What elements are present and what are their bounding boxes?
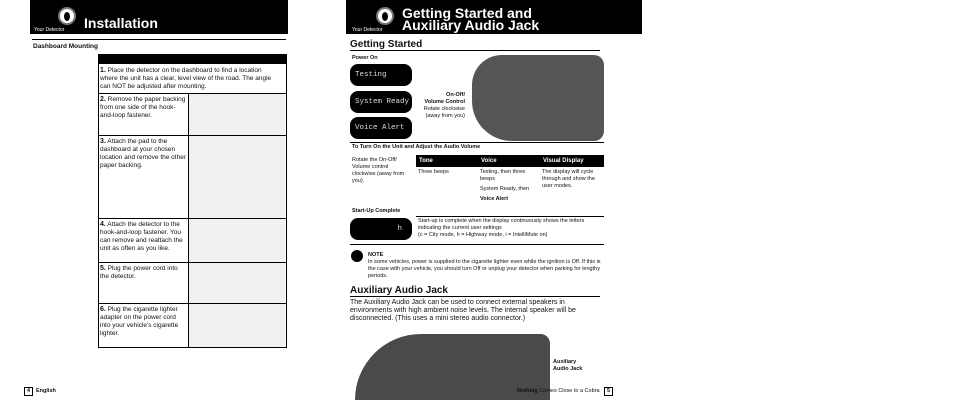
left-section-title: Dashboard Mounting	[33, 43, 98, 50]
section-rule	[350, 296, 600, 297]
step-4-photo	[188, 219, 285, 262]
step-3: 3. Attach the pad to the dashboard at your chosen location and remove the other paper backing.	[100, 138, 186, 169]
right-page-title-2: Auxiliary Audio Jack	[402, 17, 540, 33]
col-voice: Voice	[478, 155, 540, 167]
cobra-logo-icon	[58, 7, 76, 25]
step-2: 2. Remove the paper backing from one side of the hook-and-loop fastener.	[100, 96, 186, 119]
note-label: NOTE	[368, 252, 384, 258]
section-getting-started: Getting Started	[350, 39, 423, 50]
left-page-language: English	[36, 388, 56, 394]
step-3-photo	[188, 136, 285, 218]
voice-line-1: Testing, then three beeps	[480, 169, 526, 182]
aux-label-2: Audio Jack	[553, 366, 583, 372]
step-1: 1. Place the detector on the dashboard to find a location where the unit has a clear, level view of the road. The angle can NOT be adjusted after mounting.	[100, 67, 272, 90]
left-page-title: Installation	[84, 15, 158, 31]
note-icon	[351, 250, 363, 262]
steps-table-right-border	[286, 54, 287, 348]
voice-value	[480, 169, 538, 203]
display-value: The display will cycle through and show the user modes.	[542, 169, 595, 189]
control-desc: Rotate clockwise	[423, 106, 465, 112]
lcd-testing: Testing	[350, 64, 412, 86]
control-title: On-Off/	[446, 92, 465, 98]
lcd-startup: h	[350, 218, 412, 240]
control-title-2: Volume Control	[424, 99, 465, 105]
lcd-voice-alert: Voice Alert	[350, 117, 412, 139]
startup-label: Start-Up Complete	[352, 208, 401, 214]
aux-text: The Auxiliary Audio Jack can be used to connect external speakers in environments with high ambient noise levels. The internal speaker will be disconnected. (This uses a mini stereo audio connector.)	[350, 299, 576, 322]
steps-table-header	[98, 54, 286, 64]
left-page-number: 4	[24, 387, 33, 396]
step-2-photo	[188, 94, 285, 135]
section-aux-jack: Auxiliary Audio Jack	[350, 285, 448, 296]
aux-label	[553, 359, 582, 373]
step-6-photo	[188, 304, 285, 347]
left-tab-label: Your Detector	[34, 27, 65, 33]
aux-label-1: Auxiliary	[553, 359, 577, 365]
step-4: 4. Attach the detector to the hook-and-loop fastener. You can remove and reattach the unit as often as you like.	[100, 221, 183, 252]
voice-line-3: Voice Alert	[480, 196, 509, 202]
col-display: Visual Display	[540, 155, 604, 167]
footer-text: Comes Close to a Cobra	[539, 388, 600, 394]
power-on-label: Power On	[352, 55, 378, 61]
tone-value: Three beeps	[418, 169, 449, 175]
rotate-text: Rotate the On-Off/ Volume control clockwise (away from you).	[352, 157, 405, 184]
lcd-system-ready: System Ready	[350, 91, 412, 113]
left-section-rule	[32, 39, 286, 40]
detector-photo-top	[472, 55, 604, 141]
table-bottom	[350, 244, 604, 245]
right-tab-label: Your Detector	[352, 27, 383, 33]
section-rule	[350, 50, 600, 51]
note-text: In some vehicles, power is supplied to the cigarette lighter even while the ignition is Off. If this is the case with your vehicle, you should turn Off or unplug your detector when parking for lengthy periods.	[368, 259, 601, 279]
step-5: 5. Plug the power cord into the detector.	[100, 265, 178, 280]
right-footer	[517, 388, 600, 395]
startup-modes: (c = City mode, h = Highway mode, i = IntelliMute on)	[418, 232, 548, 238]
voice-line-2: System Ready, then	[480, 186, 530, 192]
col-tone: Tone	[416, 155, 478, 167]
startup-text	[418, 218, 602, 239]
startup-rule	[416, 216, 604, 217]
right-page-title-1: Getting Started and	[402, 5, 532, 21]
table-title: To Turn On the Unit and Adjust the Audio Volume	[352, 144, 481, 150]
step-5-photo	[188, 263, 285, 303]
table-top-rule	[350, 142, 604, 143]
right-page-number: 5	[604, 387, 613, 396]
steps-table-bottom	[98, 347, 286, 348]
step-6: 6. Plug the cigarette lighter adapter on the power cord into your vehicle's cigarette lighter.	[100, 306, 179, 337]
control-desc-2: (away from you)	[425, 113, 465, 119]
startup-desc: Start-up is complete when the display continuously shows the letters indicating the current user settings	[418, 218, 585, 231]
control-labels	[407, 92, 465, 120]
footer-brand: Nothing	[517, 388, 538, 394]
cobra-logo-icon	[376, 7, 394, 25]
